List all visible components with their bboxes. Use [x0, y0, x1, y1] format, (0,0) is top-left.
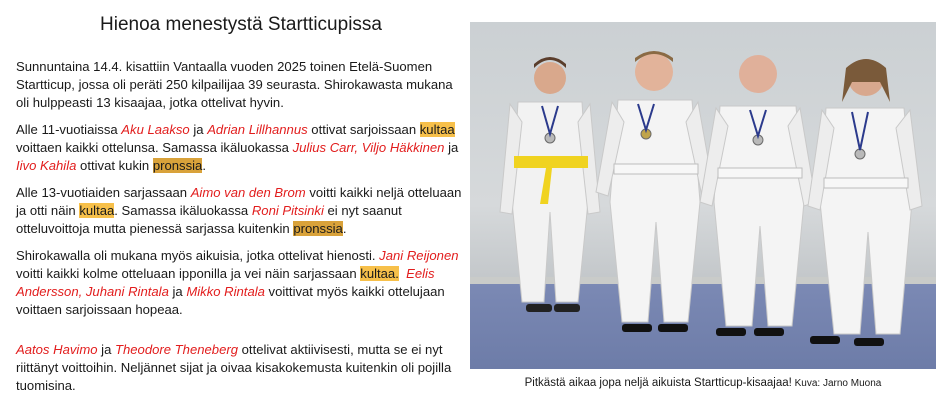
gold-medal-highlight: kultaa	[79, 203, 115, 218]
paragraph-intro: Sunnuntaina 14.4. kisattiin Vantaalla vuoden 2025 toinen Etelä-Suomen Startticup, jossa oli peräti 250 kilpailijaa 39 seurasta. Shirokawasta mukana oli hulppeasti 13 kisaajaa, jotka ottelivat hyvin.	[16, 59, 453, 110]
judoka-figure	[596, 51, 714, 332]
judoka-figure	[808, 59, 922, 346]
text: Alle 13-vuotiaiden sarjassaan	[16, 185, 191, 200]
text: ottivat kukin	[76, 158, 153, 173]
athlete-name: Adrian Lillhannus	[207, 122, 308, 137]
text: Shirokawalla oli mukana myös aikuisia, jotka ottelivat hienosti.	[16, 248, 380, 263]
paragraph-adults	[16, 247, 466, 319]
text: Alle 11-vuotiaissa	[16, 122, 122, 137]
athlete-name: Jani Reijonen	[379, 248, 459, 263]
caption-text: Pitkästä aikaa jopa neljä aikuista Startticup-kisaajaa!	[524, 377, 792, 389]
gold-medal-highlight: kultaa	[419, 122, 455, 137]
text: ja	[444, 140, 459, 155]
athlete-name: Aimo van den Brom	[190, 185, 306, 200]
paragraph-under-13	[16, 184, 466, 238]
text: ottelivat aktiivisesti, mutta se ei nyt riittänyt voittoihin. Neljännet sijat ja oivaa kisakokemusta kuitenkin oli pojilla tuomisina.	[16, 342, 452, 393]
text: ja	[168, 284, 187, 299]
athlete-name: Roni Pitsinki	[251, 203, 324, 218]
article-title: Hienoa menestystä Startticupissa	[100, 14, 382, 35]
athlete-name: Aatos Havimo	[16, 342, 98, 357]
athlete-name: Julius Carr, Viljo Häkkinen	[292, 140, 445, 155]
athlete-name: Eelis Andersson, Juhani Rintala	[16, 266, 435, 299]
athlete-name: Theodore Theneberg	[114, 342, 239, 357]
text: ei nyt saanut otteluvoittoja mutta pienessä sarjassa kuitenkin	[16, 203, 402, 236]
photo-caption	[470, 377, 936, 389]
paragraph-fourth-place	[16, 341, 466, 395]
judoka-figures-illustration	[470, 22, 936, 369]
team-photo	[470, 22, 936, 369]
text: ja	[97, 342, 115, 357]
photo-credit: Kuva: Jarno Muona	[791, 378, 882, 389]
text: .	[202, 158, 206, 173]
bronze-medal-highlight: pronssia	[293, 221, 343, 236]
text: voitti kaikki kolme otteluaan ipponilla ja vei näin sarjassaan	[16, 266, 361, 281]
text: voittivat myös kaikki ottelujaan voittaen sarjoissaan hopeaa.	[16, 284, 445, 317]
judoka-figure	[500, 57, 600, 312]
athlete-name: Aku Laakso	[121, 122, 190, 137]
paragraph-under-11	[16, 121, 466, 175]
athlete-name: Mikko Rintala	[186, 284, 265, 299]
judoka-figure	[700, 55, 816, 336]
athlete-name: Iivo Kahila	[16, 158, 77, 173]
text: voittaen kaikki ottelunsa. Samassa ikäluokassa	[16, 140, 293, 155]
text: voitti kaikki neljä otteluaan ja otti näin	[16, 185, 462, 218]
text: ja	[189, 122, 208, 137]
article-body	[16, 58, 466, 404]
gold-medal-highlight: kultaa.	[360, 266, 399, 281]
text: .	[342, 221, 347, 236]
bronze-medal-highlight: pronssia	[152, 158, 203, 173]
text: . Samassa ikäluokassa	[114, 203, 252, 218]
text: ottivat sarjoissaan	[307, 122, 420, 137]
